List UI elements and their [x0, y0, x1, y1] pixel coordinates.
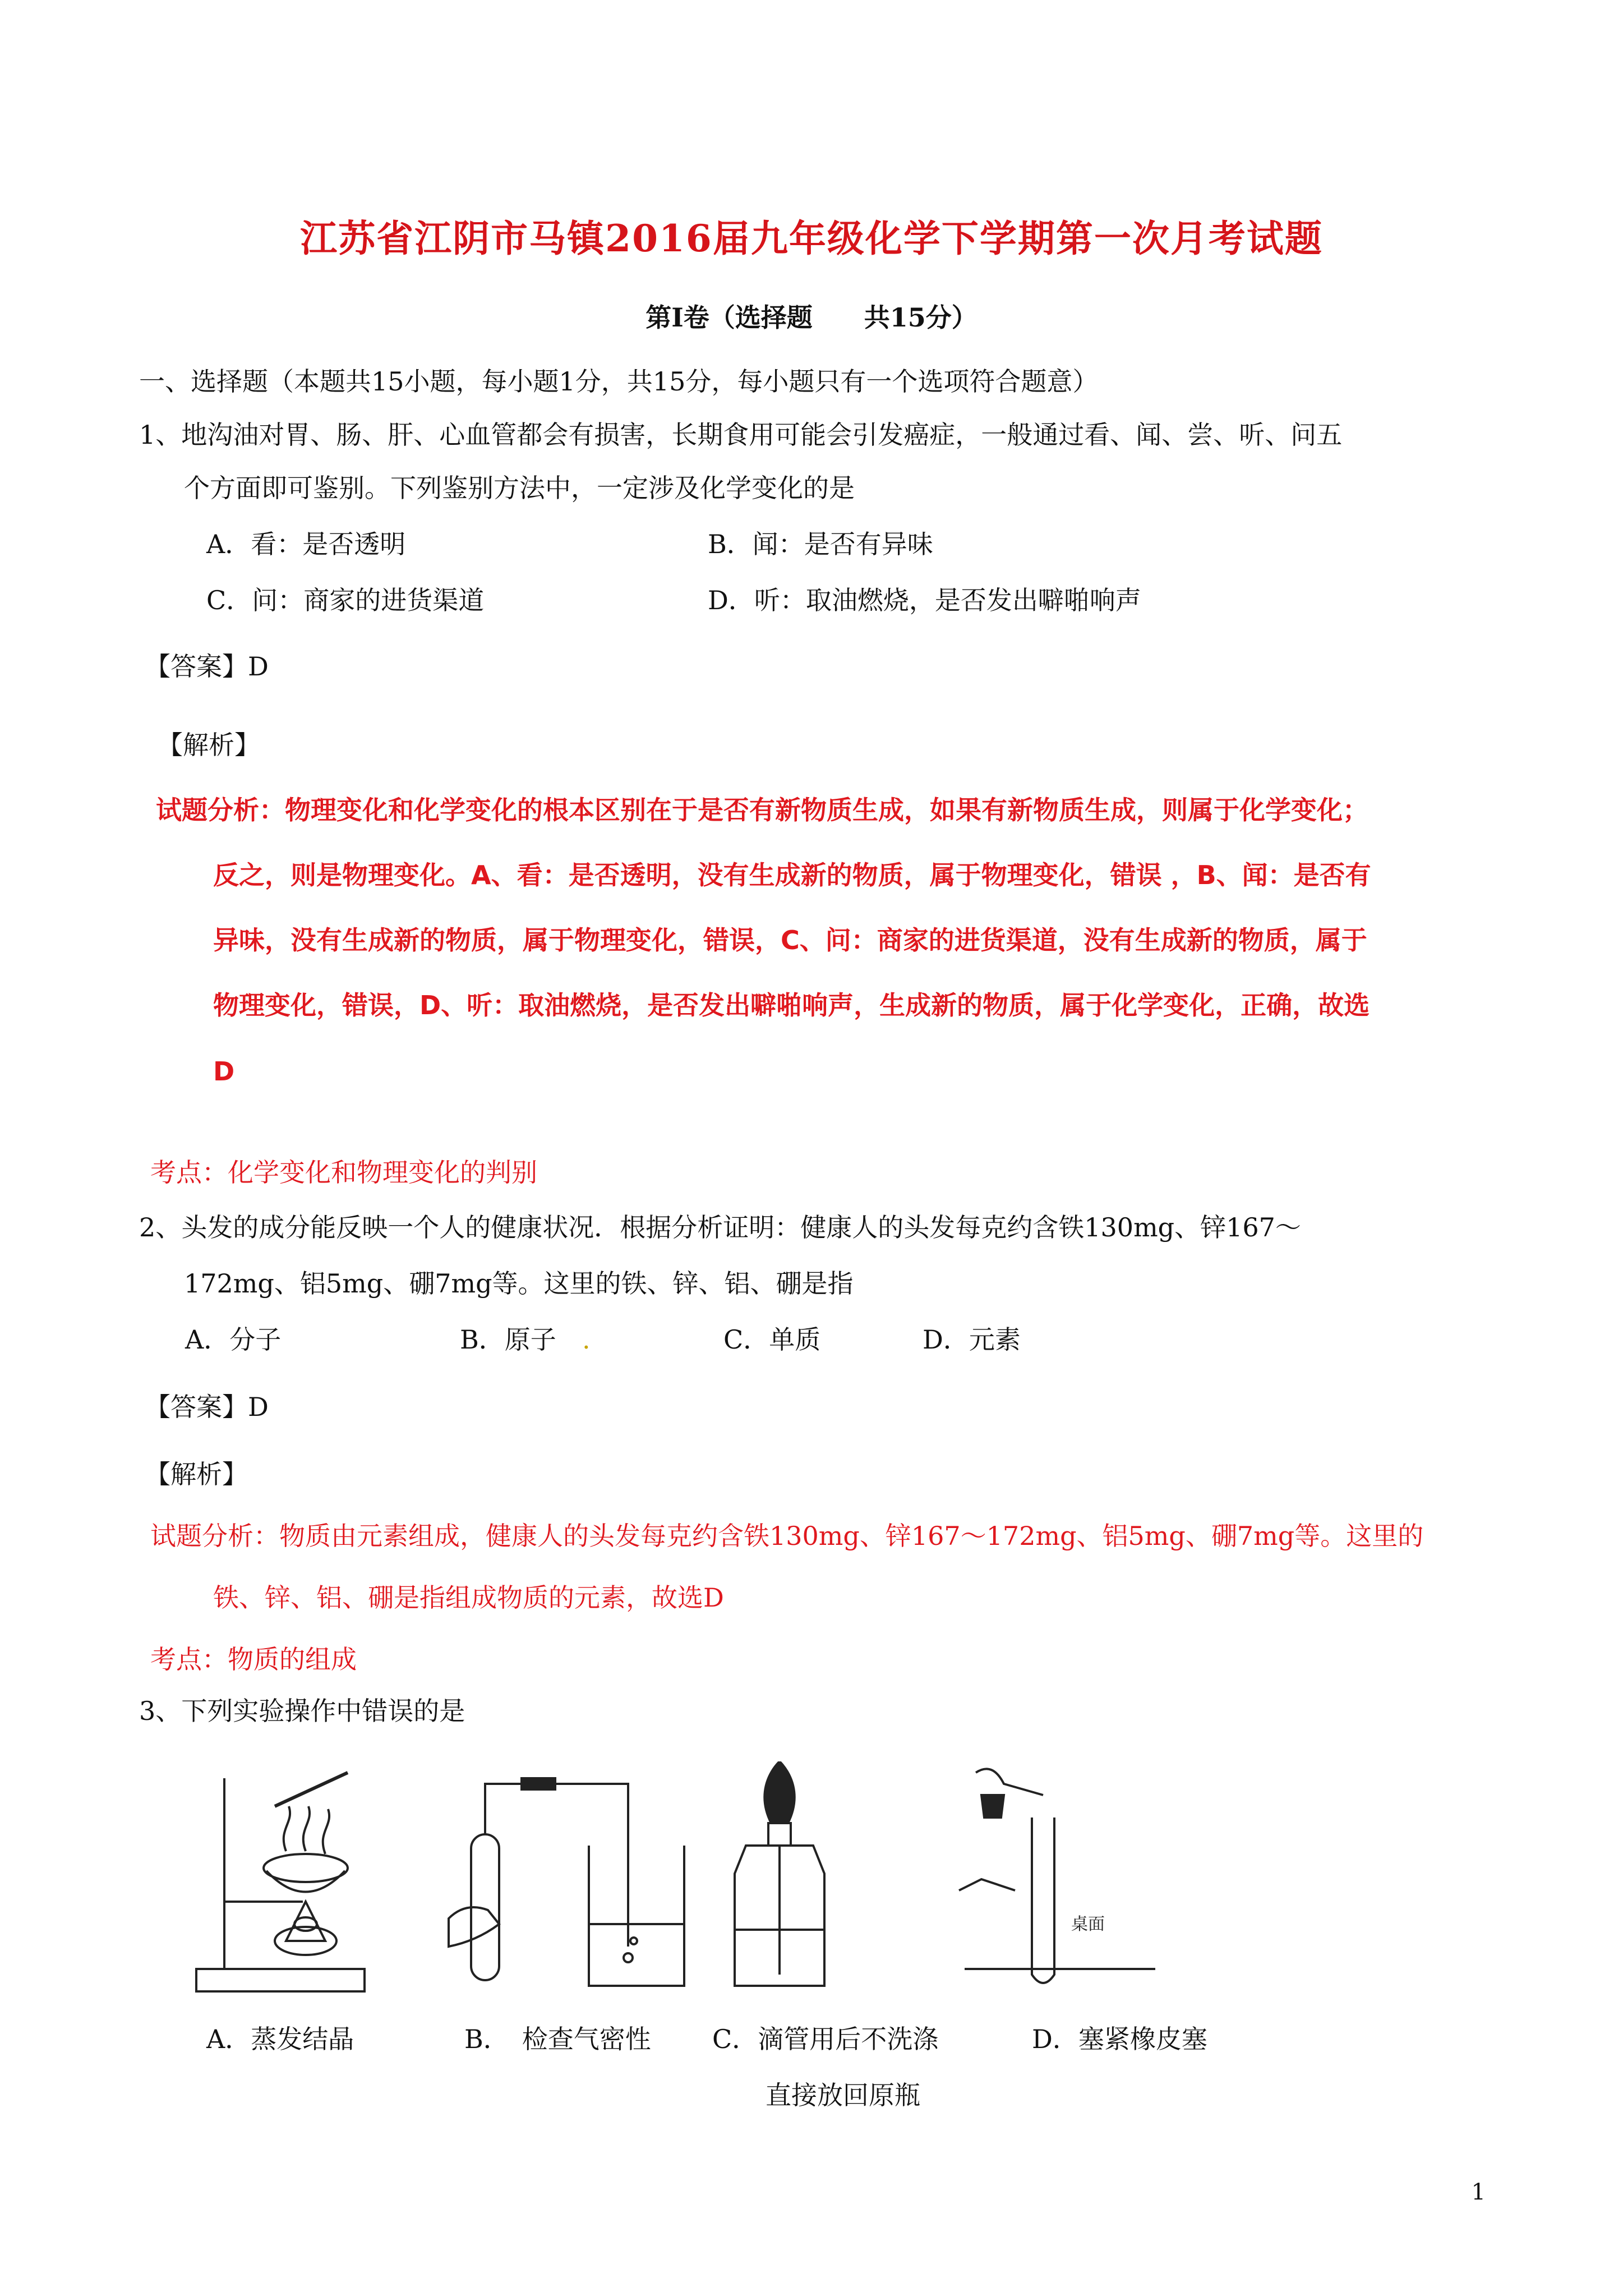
q1-analysis-line-1: 试题分析：物理变化和化学变化的根本区别在于是否有新物质生成，如果有新物质生成，则属于化学变化；	[156, 795, 1368, 825]
q3-caption-d: D．塞紧橡皮塞	[1032, 2024, 1207, 2054]
q1-analysis-line-5: D	[213, 1056, 235, 1087]
q1-option-c: C．问：商家的进货渠道	[206, 585, 485, 615]
q2-stem-line2: 172mg、铝5mg、硼7mg等。这里的铁、锌、铝、硼是指	[184, 1268, 854, 1299]
q3-caption-b: B． 检查气密性	[464, 2024, 651, 2054]
q2-key-point: 考点：物质的组成	[150, 1644, 357, 1674]
q3-figure	[185, 1761, 1195, 1997]
desk-label: 桌面	[1071, 1915, 1105, 1934]
q1-answer: 【答案】D	[145, 651, 269, 682]
q1-stem-line1: 1、地沟油对胃、肠、肝、心血管都会有损害，长期食用可能会引发癌症，一般通过看、闻、尝、听、问五	[139, 420, 1343, 450]
q3-stem: 3、下列实验操作中错误的是	[139, 1696, 465, 1726]
q2-option-a: A．分子	[185, 1324, 282, 1355]
q2-stem-line1: 2、头发的成分能反映一个人的健康状况．根据分析证明：健康人的头发每克约含铁130mg、锌167～	[139, 1212, 1301, 1243]
part1-intro: 一、选择题（本题共15小题，每小题1分，共15分，每小题只有一个选项符合题意）	[139, 366, 1099, 397]
q2-analysis-line-1: 试题分析：物质由元素组成，健康人的头发每克约含铁130mg、锌167～172mg、铝5mg、硼7mg等。这里的	[150, 1521, 1424, 1551]
q2-option-b: B．原子	[460, 1324, 556, 1355]
q1-analysis-label: 【解析】	[157, 730, 260, 760]
q2-option-d: D．元素	[923, 1324, 1021, 1355]
q1-option-d: D．听：取油燃烧，是否发出噼啪响声	[708, 585, 1141, 615]
q1-stem-line2: 个方面即可鉴别。下列鉴别方法中，一定涉及化学变化的是	[184, 473, 855, 503]
dropper-bottle-image	[735, 1761, 824, 1986]
airtightness-check-image	[449, 1778, 684, 1986]
q1-analysis-line-4: 物理变化，错误，D、听：取油燃烧，是否发出噼啪响声，生成新的物质，属于化学变化，正确，故选	[213, 990, 1370, 1020]
q1-analysis-line-2: 反之，则是物理变化。A、看：是否透明，没有生成新的物质，属于物理变化，错误 ，B、闻：是否有	[213, 860, 1371, 890]
evaporation-setup-image	[196, 1773, 365, 1991]
q1-option-b: B．闻：是否有异味	[708, 529, 933, 559]
lab-operations-illustration	[185, 1761, 1195, 1997]
q1-analysis-line-3: 异味，没有生成新的物质，属于物理变化，错误，C、问：商家的进货渠道，没有生成新的物质，属于	[213, 925, 1367, 955]
q3-caption-c: C．滴管用后不洗涤	[712, 2024, 939, 2054]
q2-answer: 【答案】D	[145, 1392, 269, 1422]
q2-analysis-line-2: 铁、锌、铝、硼是指组成物质的元素，故选D	[213, 1582, 724, 1613]
q2-analysis-label: 【解析】	[145, 1459, 248, 1489]
stray-dot: .	[582, 1324, 591, 1355]
page-title: 江苏省江阴市马镇2016届九年级化学下学期第一次月考试题	[300, 217, 1323, 260]
stopper-test-tube-image	[959, 1769, 1155, 1983]
page-number: 1	[1471, 2179, 1486, 2205]
q1-key-point: 考点：化学变化和物理变化的判别	[150, 1157, 537, 1188]
q1-option-a: A．看：是否透明	[206, 529, 406, 559]
q3-caption-c-line2: 直接放回原瓶	[766, 2080, 920, 2110]
q2-option-c: C．单质	[723, 1324, 821, 1355]
q3-caption-a: A．蒸发结晶	[206, 2024, 354, 2054]
section-heading: 第Ⅰ卷（选择题 共15分）	[645, 302, 978, 333]
